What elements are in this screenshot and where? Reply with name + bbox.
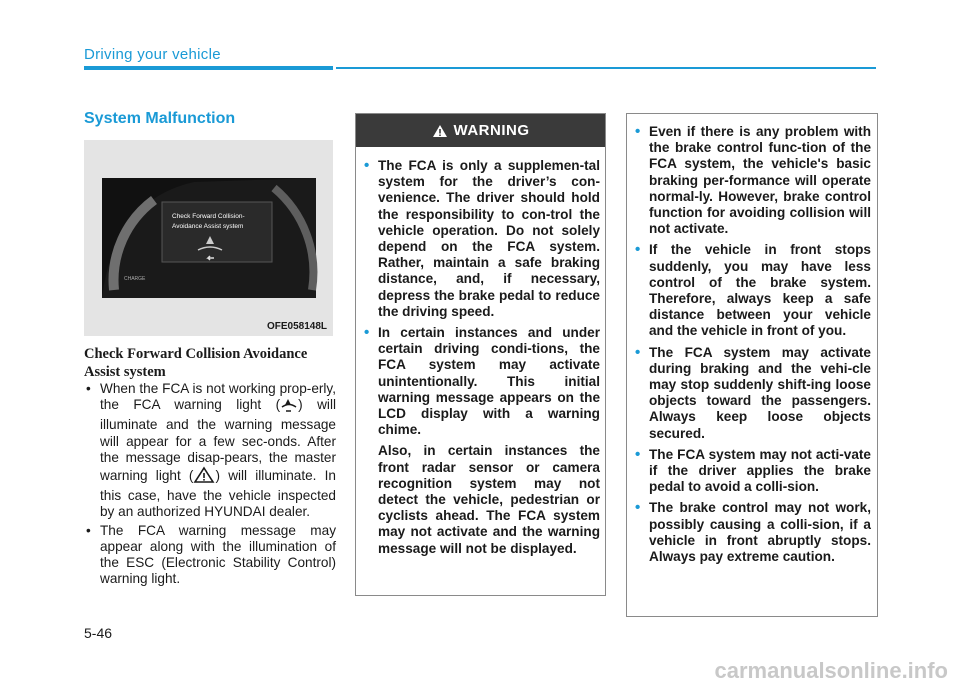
cluster-figure: [84, 140, 333, 336]
list-item: • The FCA system may activate during braking and the vehi-cle may stop suddenly shift-ing loose objects toward the passengers. Always keep loose objects secured.: [635, 345, 871, 442]
display-line-2: Avoidance Assist system: [172, 223, 244, 230]
list-item: • The FCA system may not acti-vate if the driver applies the brake pedal to avoid a colli-sion.: [635, 447, 871, 496]
warning-note: Also, in certain instances the front radar sensor or camera recognition system may not detect the vehicle, pedestrian or cyclists ahead. The FCA system may not activate and the warning message will not be displayed.: [378, 443, 600, 556]
header-rule-thin: [336, 67, 876, 69]
list-item: [364, 325, 600, 557]
fca-warning-icon: [280, 397, 298, 417]
list-item: • If the vehicle in front stops suddenly, you may have less control of the brake system. Therefore, always keep a safe distance between your vehicle and the vehicle in front of you.: [635, 242, 871, 339]
header-rule-thick: [84, 66, 333, 70]
master-warning-icon: [193, 466, 215, 488]
warning-list-continued: [635, 124, 871, 570]
gauge-label: CHARGE: [124, 276, 146, 282]
list-item: • The brake control may not work, possibly causing a colli-sion, if a vehicle in front abruptly stops. Always pay extreme caution.: [635, 500, 871, 565]
display-line-1: Check Forward Collision-: [172, 213, 245, 220]
watermark: carmanualsonline.info: [714, 658, 948, 683]
list-item: [84, 381, 336, 521]
malfunction-bullets: [84, 381, 336, 589]
warning-triangle-icon: [432, 124, 448, 138]
cluster-illustration: [84, 140, 333, 336]
bullet-text-a: When the FCA is not working prop-erly, the FCA warning light (: [100, 381, 336, 413]
list-item: • The FCA warning message may appear along with the illumination of the ESC (Electronic Stability Control) warning light.: [84, 523, 336, 588]
page-number: 5-46: [84, 625, 113, 641]
warning-list: [364, 158, 600, 562]
list-item: • The FCA is only a supplemen-tal system for the driver’s con-venience. The driver should hold the responsibility to con-trol the vehicle operation. Do not solely depend on the FCA system. Rather, maintain a safe braking distance, and, if necessary, depress the brake pedal to reduce the driving speed.: [364, 158, 600, 320]
bullet-text-b: ) will illuminate and the warning message will appear for a few sec-onds. After the message disap-pears, the master warning light (: [100, 397, 336, 484]
warning-box: [355, 113, 606, 596]
page-heading: System Malfunction: [84, 110, 236, 127]
figure-code: OFE058148L: [266, 321, 327, 332]
warning-title: WARNING: [453, 122, 530, 139]
list-item: • Even if there is any problem with the brake control func-tion of the FCA system, the vehicle's basic braking per-formance will operate normal-ly. However, brake control function for avoiding collision will not activate.: [635, 124, 871, 237]
warning-header: [356, 114, 605, 147]
subheading: Check Forward Collision Avoidance Assist system: [84, 346, 308, 380]
warning-box-continued: [626, 113, 878, 617]
bullet-text-c: ) will illuminate. In this case, have the vehicle inspected by an authorized HYUNDAI dealer.: [100, 468, 336, 520]
warning-item-text: In certain instances and under certain driving condi-tions, the FCA system may activate unintentionally. This initial warning message appears on the LCD display with a warning chime.: [378, 325, 600, 438]
section-title: Driving your vehicle: [84, 46, 221, 63]
